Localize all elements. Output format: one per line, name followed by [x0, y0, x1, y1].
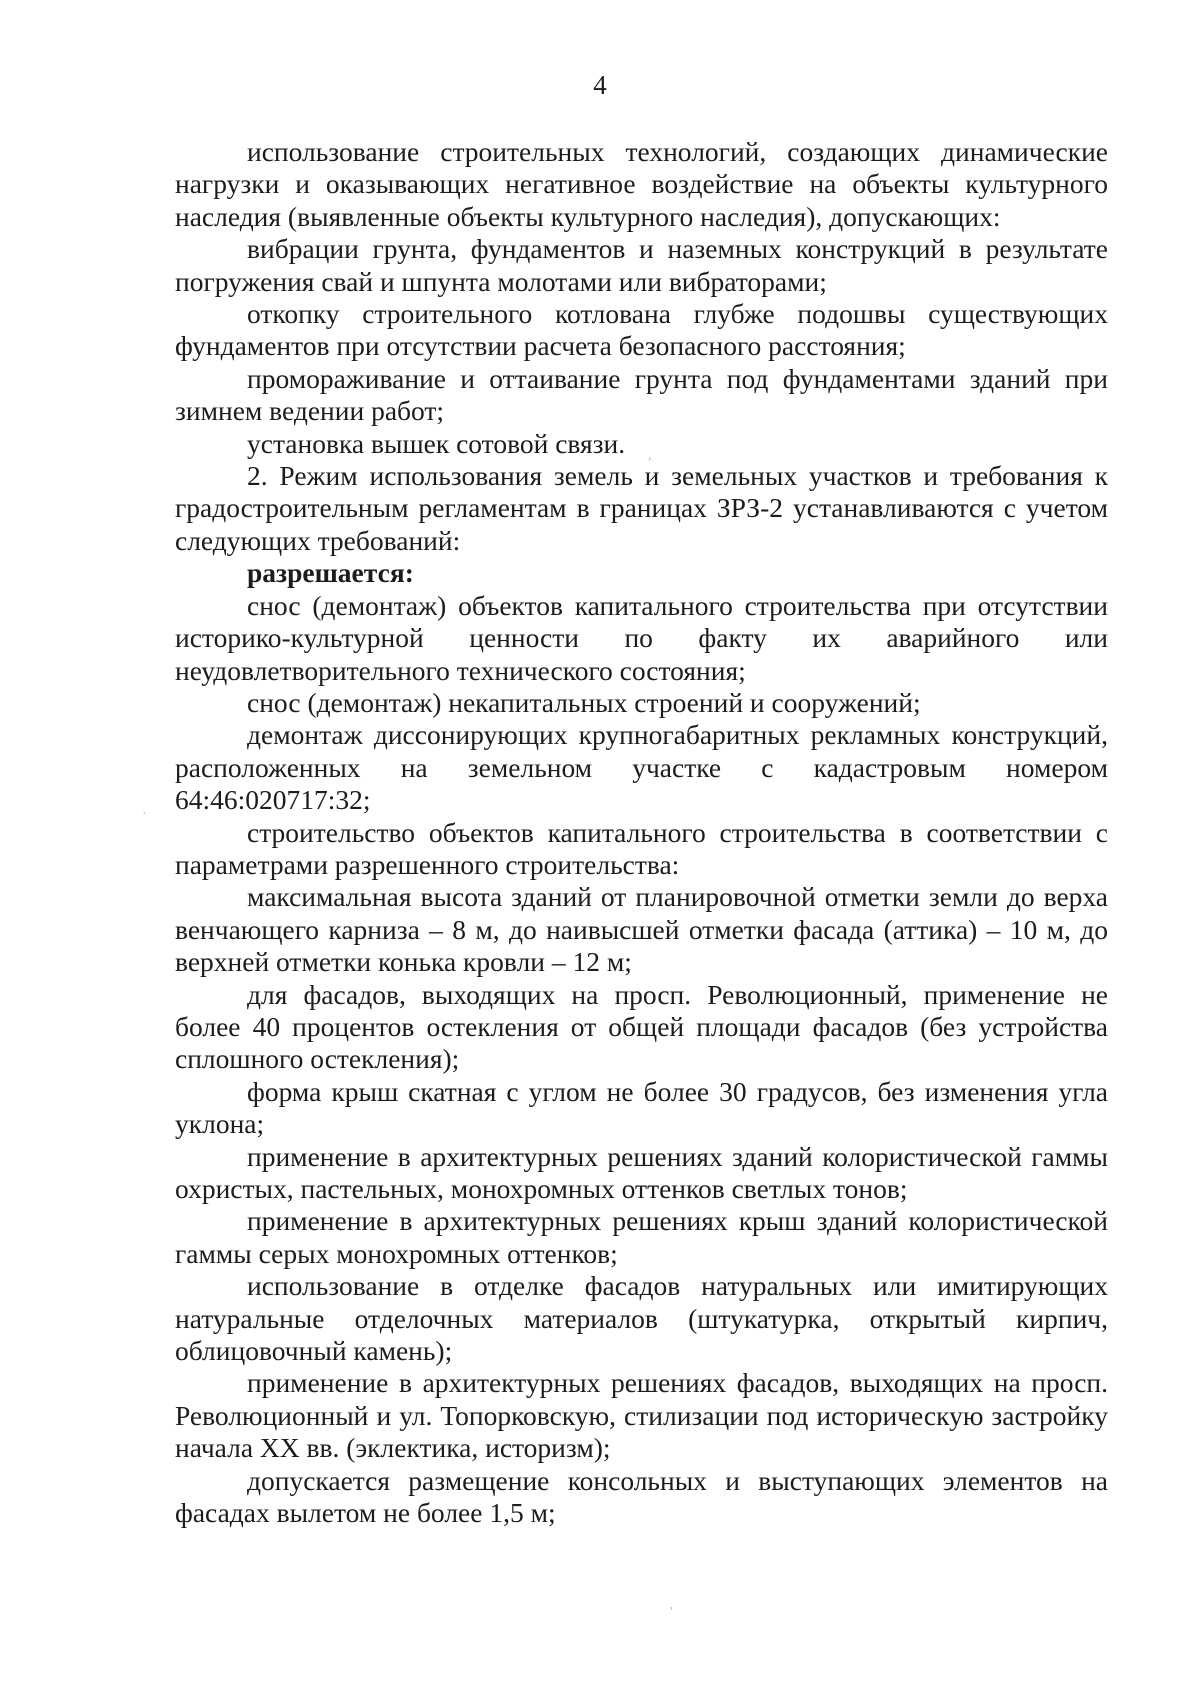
paragraph-facade-materials: использование в отделке фасадов натуральных или имитирующих натуральные отделочных материалов (штукатурка, открытый кирпич, облицовочный камень);: [175, 1270, 1108, 1367]
paragraph-roof-colors: применение в архитектурных решениях крыш зданий колористической гаммы серых монохромных оттенков;: [175, 1205, 1108, 1269]
paragraph-facade-colors: применение в архитектурных решениях зданий колористической гаммы охристых, пастельных, монохромных оттенков светлых тонов;: [175, 1140, 1108, 1204]
paragraph-max-height: максимальная высота зданий от планировочной отметки земли до верха венчающего карниза – 8 м, до наивысшей отметки фасада (аттика) – 10 м, до верхней отметки конька кровли – 12 м;: [175, 881, 1108, 978]
paragraph-demolition-capital: снос (демонтаж) объектов капитального строительства при отсутствии историко-культурной ценности по факту их аварийного или неудовлетворительного технического состояния;: [175, 589, 1108, 686]
paragraph-cell-towers: установка вышек сотовой связи.: [247, 427, 626, 459]
paragraph-glazing: для фасадов, выходящих на просп. Революционный, применение не более 40 процентов остекления от общей площади фасадов (без устройства сплошного остекления);: [175, 978, 1108, 1075]
paragraph-roof-shape: форма крыш скатная с углом не более 30 градусов, без изменения угла уклона;: [175, 1075, 1108, 1140]
paragraph-console-elements: допускается размещение консольных и выступающих элементов на фасадах вылетом не более 1,5 м;: [175, 1464, 1108, 1529]
heading-permitted: разрешается:: [247, 557, 414, 589]
scan-speck: ,: [648, 448, 652, 463]
paragraph-soil-vibration: вибрации грунта, фундаментов и наземных конструкций в результате погружения свай и шпунта молотами или вибраторами;: [175, 233, 1108, 297]
paragraph-new-construction: строительство объектов капитального строительства в соответствии с параметрами разрешенного строительства:: [175, 816, 1108, 880]
paragraph-billboard-removal: демонтаж диссонирующих крупногабаритных рекламных конструкций, расположенных на земельном участке с кадастровым номером 64:46:020717:32;: [175, 719, 1108, 816]
paragraph-demolition-noncapital: снос (демонтаж) некапитальных строений и сооружений;: [247, 686, 921, 718]
scan-speck: ·: [142, 807, 147, 822]
paragraph-excavation: откопку строительного котлована глубже подошвы существующих фундаментов при отсутствии расчета безопасного расстояния;: [175, 298, 1108, 362]
paragraph-construction-technologies: использование строительных технологий, создающих динамические нагрузки и оказывающих негативное воздействие на объекты культурного наследия (выявленные объекты культурного наследия), допускающих:: [175, 136, 1108, 232]
paragraph-historic-style: применение в архитектурных решениях фасадов, выходящих на просп. Революционный и ул. Топорковскую, стилизации под историческую застройку начала XX вв. (эклектика, историзм);: [175, 1367, 1108, 1464]
page-number: 4: [593, 70, 607, 100]
scan-speck: ': [670, 1605, 673, 1620]
paragraph-soil-freezing: промораживание и оттаивание грунта под фундаментами зданий при зимнем ведении работ;: [175, 362, 1108, 427]
paragraph-zrz2-regime: 2. Режим использования земель и земельных участков и требования к градостроительным регламентам в границах ЗРЗ-2 устанавливаются с учетом следующих требований:: [175, 460, 1108, 556]
document-body: [175, 136, 1108, 1529]
